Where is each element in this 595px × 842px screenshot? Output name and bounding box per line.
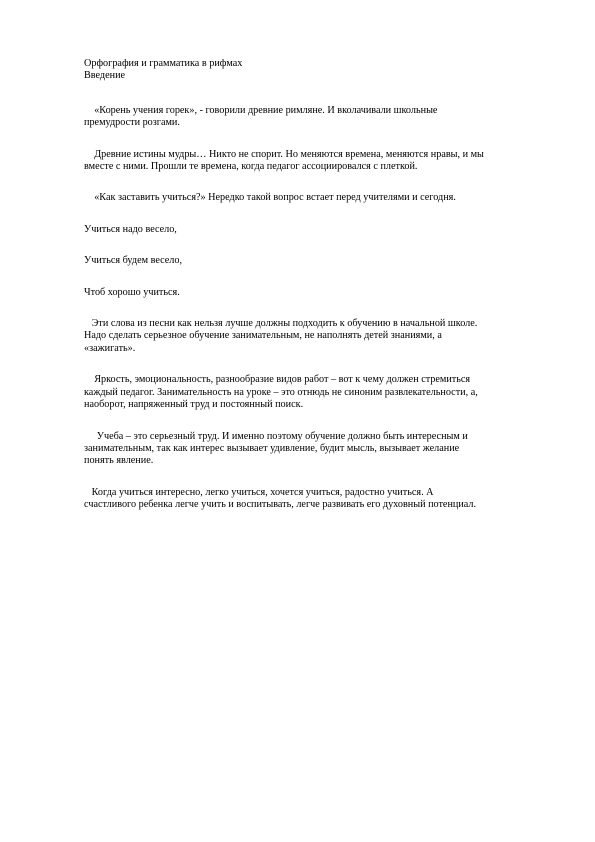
paragraph-3	[84, 192, 554, 204]
paragraph-4	[84, 318, 554, 355]
paragraph-6-line-1: Учеба – это серьезный труд. И именно поэтому обучение должно быть интересным и	[84, 430, 468, 442]
paragraph-3-line-1: «Как заставить учиться?» Нередко такой вопрос встает перед учителями и сегодня.	[84, 192, 456, 204]
paragraph-7	[84, 487, 554, 512]
verse-line-1: Учиться надо весело,	[84, 223, 177, 235]
verse-line-3: Чтоб хорошо учиться.	[84, 286, 180, 298]
paragraph-2-line-1: Древние истины мудры… Никто не спорит. Но меняются времена, меняются нравы, и мы	[84, 148, 484, 160]
paragraph-7-line-1: Когда учиться интересно, легко учиться, хочется учиться, радостно учиться. А	[84, 486, 434, 498]
section-heading: Введение	[84, 70, 126, 82]
paragraph-5	[84, 374, 554, 411]
document-title: Орфография и грамматика в рифмах	[84, 58, 243, 69]
paragraph-1-line-1: «Корень учения горек», - говорили древние римляне. И вколачивали школьные	[84, 104, 438, 116]
paragraph-6	[84, 431, 554, 468]
paragraph-2-line-2: вместе с ними. Прошли те времена, когда педагог ассоциировался с плеткой.	[84, 161, 418, 173]
paragraph-7-line-2: счастливого ребенка легче учить и воспитывать, легче развивать его духовный потенциал.	[84, 499, 477, 511]
paragraph-4-line-3: «зажигать».	[84, 342, 136, 354]
paragraph-1	[84, 105, 554, 130]
paragraph-4-line-2: Надо сделать серьезное обучение занимательным, не наполнять детей знаниями, а	[84, 330, 442, 342]
paragraph-5-line-1: Яркость, эмоциональность, разнообразие видов работ – вот к чему должен стремиться	[84, 374, 471, 386]
paragraph-1-line-2: премудрости розгами.	[84, 117, 180, 129]
paragraph-6-line-3: понять явление.	[84, 455, 154, 467]
paragraph-2	[84, 149, 554, 174]
paragraph-5-line-3: наоборот, напряженный труд и постоянный поиск.	[84, 399, 304, 411]
paragraph-4-line-1: Эти слова из песни как нельзя лучше должны подходить к обучению в начальной школе.	[84, 318, 478, 330]
paragraph-6-line-2: занимательным, так как интерес вызывает удивление, будит мысль, вызывает желание	[84, 442, 460, 454]
paragraph-5-line-2: каждый педагог. Занимательность на уроке – это отнюдь не синоним развлекательности, а,	[84, 386, 478, 398]
verse-line-2: Учиться будем весело,	[84, 255, 183, 267]
document-body	[84, 58, 554, 512]
